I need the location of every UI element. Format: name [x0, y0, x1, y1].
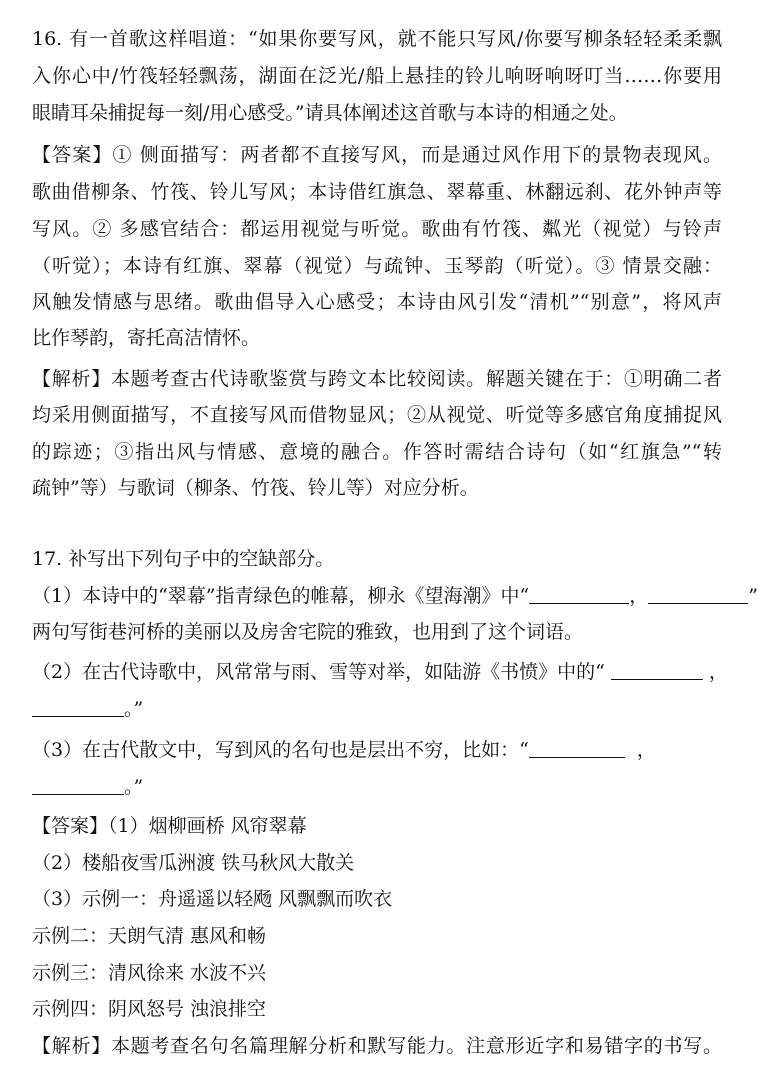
- q17-part3-line-1: [32, 738, 722, 762]
- answer-blank[interactable]: [529, 585, 629, 604]
- q17-part1-text: （1）本诗中的“翠幕”指青绿色的帷幕，柳永《望海潮》中“: [32, 585, 530, 607]
- q16-analysis-line-1: 【解析】本题考查古代诗歌鉴赏与跨文本比较阅读。解题关键在于：①明确二者: [32, 368, 722, 390]
- q17-part2-line-1: [32, 660, 728, 684]
- q16-analysis-line-4: 疏钟”等）与歌词（柳条、竹筏、铃儿等）对应分析。: [32, 477, 479, 499]
- answer-blank[interactable]: [529, 739, 625, 758]
- q17-answer-line-3: （3）示例一：舟遥遥以轻飏 风飘飘而吹衣: [32, 888, 393, 910]
- answer-blank[interactable]: [32, 698, 124, 717]
- q17-part1-comma: ，: [629, 585, 649, 607]
- q16-answer-line-5: 风触发情感与思绪。歌曲倡导入心感受；本诗由风引发“清机”“别意”，将风声: [32, 291, 722, 313]
- q16-answer-line-6: 比作琴韵，寄托高洁情怀。: [32, 327, 261, 349]
- answer-blank[interactable]: [648, 585, 748, 604]
- q17-answer-line-5: 示例三：清风徐来 水波不兴: [32, 962, 267, 984]
- answer-blank[interactable]: [611, 661, 703, 680]
- q16-stem-line-3: 眼睛耳朵捕捉每一刻/用心感受。”请具体阐述这首歌与本诗的相通之处。: [32, 102, 628, 124]
- q16-answer-line-2: 歌曲借柳条、竹筏、铃儿写风；本诗借红旗急、翠幕重、林翻远刹、花外钟声等: [32, 181, 722, 203]
- q17-answer-line-4: 示例二：天朗气清 惠风和畅: [32, 925, 267, 947]
- q16-analysis-line-2: 均采用侧面描写，不直接写风而借物显风；②从视觉、听觉等多感官角度捕捉风: [32, 404, 722, 426]
- q17-part3-line-2: [32, 775, 722, 799]
- q16-answer-line-1: 【答案】① 侧面描写：两者都不直接写风，而是通过风作用下的景物表现风。: [32, 144, 722, 166]
- q17-part2-line-2: [32, 697, 722, 721]
- q17-title: 17. 补写出下列句子中的空缺部分。: [32, 548, 335, 570]
- q17-part2-end: 。”: [124, 698, 144, 720]
- q17-part2-text: （2）在古代诗歌中，风常常与雨、雪等对举，如陆游《书愤》中的“: [32, 661, 605, 683]
- q17-part3-text: （3）在古代散文中，写到风的名句也是层出不穷，比如：“: [32, 739, 529, 761]
- q16-stem-line-2: 入你心中/竹筏轻轻飘荡，湖面在泛光/船上悬挂的铃儿响呀响呀叮当……你要用: [32, 65, 722, 87]
- answer-blank[interactable]: [32, 776, 124, 795]
- q17-part2-comma: ，: [708, 661, 728, 683]
- q16-stem-line-1: 16. 有一首歌这样唱道：“如果你要写风，就不能只写风/你要写柳条轻轻柔柔飘: [32, 28, 722, 50]
- q17-part1-line-2: 两句写街巷河桥的美丽以及房舍宅院的雅致，也用到了这个词语。: [32, 621, 584, 643]
- q16-analysis-line-3: 的踪迹；③指出风与情感、意境的融合。作答时需结合诗句（如“红旗急”“转: [32, 441, 722, 463]
- q17-part1-line-1: [32, 584, 758, 608]
- q17-part3-end: 。”: [124, 776, 144, 798]
- q17-part1-close: ”: [748, 585, 758, 607]
- q16-answer-line-3: 写风。② 多感官结合：都运用视觉与听觉。歌曲有竹筏、粼光（视觉）与铃声: [32, 218, 722, 240]
- q17-answer-line-2: （2）楼船夜雪瓜洲渡 铁马秋风大散关: [32, 852, 355, 874]
- q16-answer-line-4: （听觉）；本诗有红旗、翠幕（视觉）与疏钟、玉琴韵（听觉）。③ 情景交融：: [32, 255, 722, 277]
- q17-analysis: 【解析】本题考查名句名篇理解分析和默写能力。注意形近字和易错字的书写。: [32, 1035, 722, 1057]
- q17-part3-comma: ，: [636, 739, 656, 761]
- q17-answer-line-6: 示例四：阴风怒号 浊浪排空: [32, 998, 267, 1020]
- q17-answer-line-1: 【答案】（1）烟柳画桥 风帘翠幕: [32, 815, 307, 837]
